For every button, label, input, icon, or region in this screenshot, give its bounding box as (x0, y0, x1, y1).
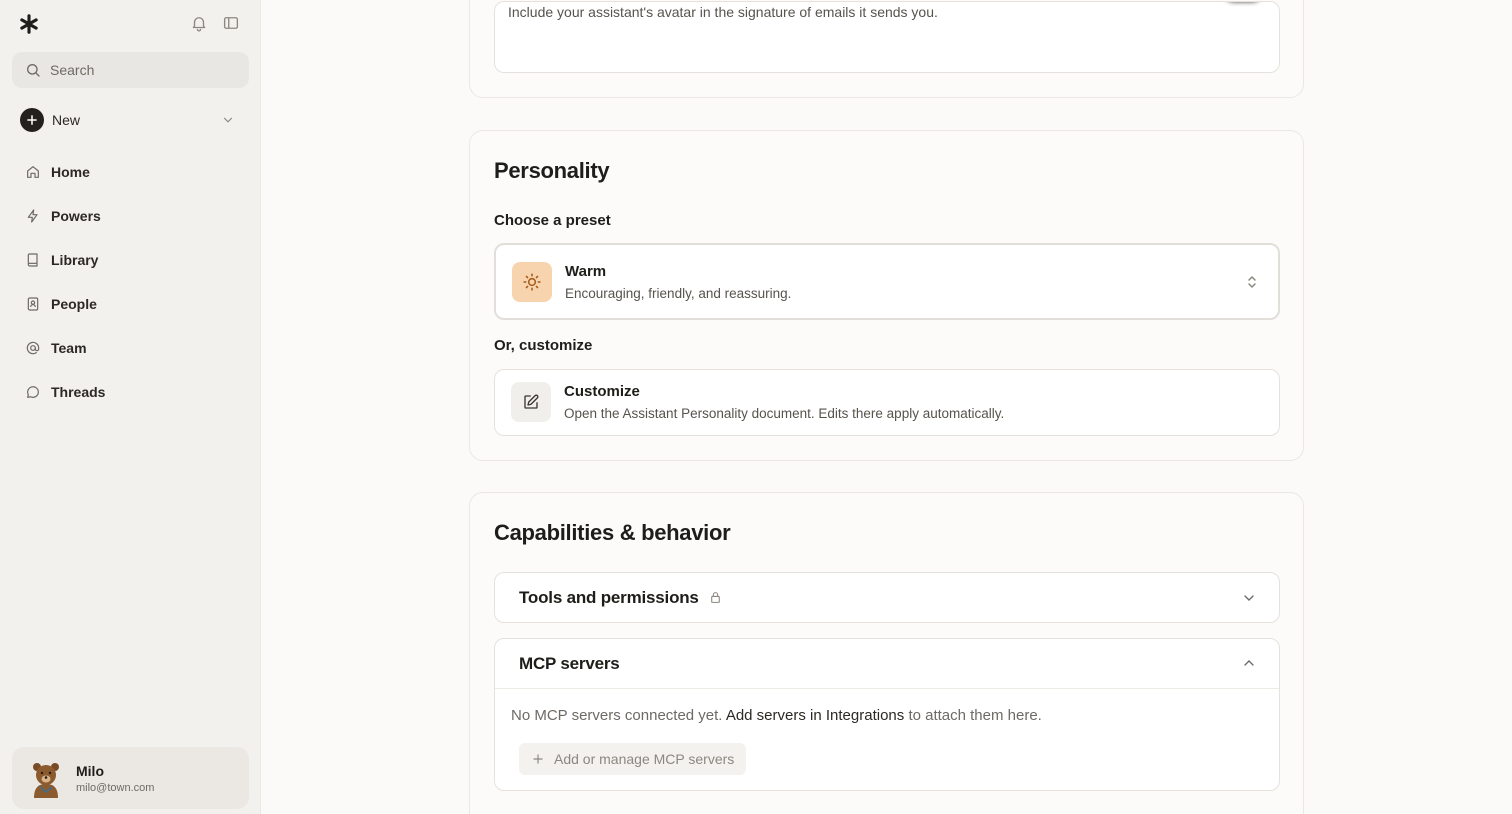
search-icon (25, 62, 41, 78)
sidebar-item-label: Powers (51, 208, 101, 224)
search-placeholder: Search (50, 62, 95, 78)
contact-icon (25, 296, 41, 312)
sidebar-item-home[interactable] (12, 150, 249, 194)
user-profile[interactable] (12, 747, 249, 809)
preset-label: Choose a preset (494, 212, 611, 229)
add-mcp-servers-button[interactable] (519, 743, 746, 775)
sidebar-item-people[interactable] (12, 282, 249, 326)
mcp-empty-message (511, 707, 1042, 724)
avatar-email-row (494, 1, 1280, 73)
sidebar-item-label: People (51, 296, 97, 312)
personality-card (469, 130, 1304, 461)
avatar-settings-card (469, 0, 1304, 98)
sidebar-item-library[interactable] (12, 238, 249, 282)
user-email: milo@town.com (76, 781, 155, 794)
logo-icon[interactable] (18, 13, 40, 35)
customize-option[interactable] (494, 369, 1280, 436)
tools-permissions-accordion[interactable] (494, 572, 1280, 623)
new-label: New (52, 112, 81, 128)
mcp-empty-suffix: to attach them here. (908, 707, 1042, 724)
home-icon (25, 164, 41, 180)
chevron-up-icon (1241, 655, 1257, 671)
capabilities-card (469, 492, 1304, 814)
avatar (26, 758, 66, 798)
at-sign-icon (25, 340, 41, 356)
add-servers-integrations-link[interactable]: Add servers in Integrations (725, 707, 905, 724)
preset-description: Encouraging, friendly, and reassuring. (565, 286, 792, 301)
sidebar-item-label: Library (51, 252, 99, 268)
bell-icon[interactable] (190, 14, 208, 32)
user-name: Milo (76, 762, 104, 779)
chat-bubble-icon (25, 384, 41, 400)
add-mcp-servers-label: Add or manage MCP servers (554, 751, 735, 767)
mcp-servers-accordion (494, 638, 1280, 791)
plus-icon (531, 752, 545, 766)
sidebar-item-label: Threads (51, 384, 106, 400)
plus-icon (20, 108, 44, 132)
chevron-down-icon[interactable] (221, 113, 235, 127)
avatar-toggle[interactable] (1223, 1, 1263, 2)
tools-permissions-label: Tools and permissions (519, 588, 699, 607)
search-input[interactable] (12, 52, 249, 88)
tools-permissions-title (519, 588, 722, 608)
new-button[interactable] (20, 108, 240, 132)
sidebar-item-threads[interactable] (12, 370, 249, 414)
sidebar-item-label: Home (51, 164, 90, 180)
avatar-setting-description: Include your assistant's avatar in the signature of emails it sends you. (508, 4, 938, 20)
lightning-icon (25, 208, 41, 224)
mcp-empty-prefix: No MCP servers connected yet. (511, 707, 723, 724)
sidebar-item-team[interactable] (12, 326, 249, 370)
preset-select[interactable] (494, 243, 1280, 320)
chevron-down-icon (1241, 590, 1257, 606)
mcp-servers-header[interactable] (495, 639, 1279, 689)
book-icon (25, 252, 41, 268)
sidebar-item-powers[interactable] (12, 194, 249, 238)
customize-label: Or, customize (494, 337, 593, 354)
sidebar-nav (12, 150, 249, 414)
personality-heading: Personality (494, 158, 610, 183)
sidebar (0, 0, 261, 814)
mcp-servers-title: MCP servers (519, 654, 620, 673)
lock-icon (709, 591, 722, 604)
chevron-up-down-icon (1246, 274, 1258, 290)
preset-name: Warm (565, 263, 607, 280)
edit-icon (511, 382, 551, 422)
customize-title: Customize (564, 383, 640, 400)
sidebar-item-label: Team (51, 340, 87, 356)
customize-description: Open the Assistant Personality document. Edits there apply automatically. (564, 406, 1005, 421)
sun-icon (512, 262, 552, 302)
capabilities-heading: Capabilities & behavior (494, 520, 731, 545)
sidebar-toggle-icon[interactable] (222, 14, 240, 32)
